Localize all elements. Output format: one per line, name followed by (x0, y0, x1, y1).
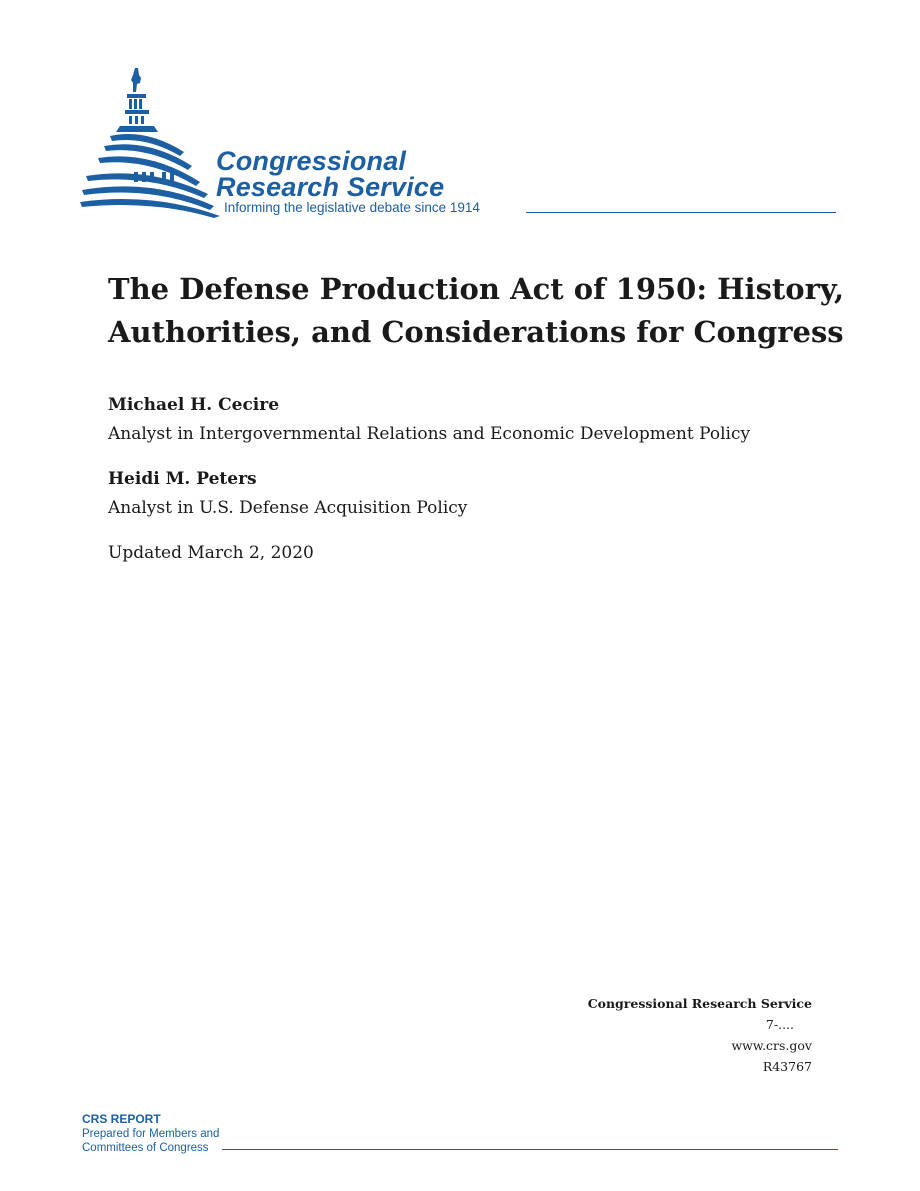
meta-website-link[interactable]: www.crs.gov (731, 1038, 812, 1053)
logo-tagline: Informing the legislative debate since 1914 (224, 200, 480, 215)
meta-code: 7-.... (765, 1017, 794, 1032)
author-name: Michael H. Cecire (108, 395, 280, 415)
author-role: Analyst in Intergovernmental Relations and Economic Development Policy (108, 424, 751, 444)
updated-date: Updated March 2, 2020 (108, 543, 314, 563)
logo-divider (526, 212, 836, 213)
report-title: The Defense Production Act of 1950: History, Authorities, and Considerations for Congress (108, 272, 845, 349)
author-role: Analyst in U.S. Defense Acquisition Policy (108, 498, 468, 518)
footer-line: Committees of Congress (82, 1142, 209, 1154)
meta-report-number: R43767 (762, 1059, 812, 1074)
crs-logo (80, 66, 840, 221)
author-name: Heidi M. Peters (108, 469, 257, 489)
footer-divider (222, 1149, 838, 1150)
footer-line: Prepared for Members and (82, 1128, 220, 1140)
author-block (108, 468, 467, 519)
author-block (108, 394, 750, 445)
capitol-dome-icon (80, 66, 220, 218)
crs-report-footer (82, 1112, 838, 1157)
logo-text-research-service: Research Service (216, 172, 445, 202)
footer-label: CRS REPORT (82, 1112, 161, 1126)
logo-text-congressional: Congressional (216, 146, 407, 176)
report-meta (588, 993, 812, 1077)
meta-organization: Congressional Research Service (587, 996, 812, 1011)
